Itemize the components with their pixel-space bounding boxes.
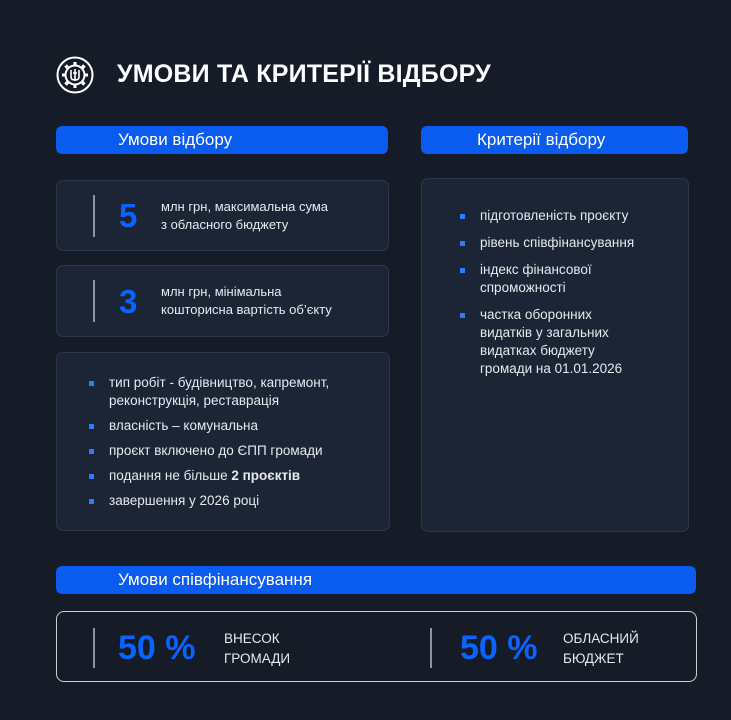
community-share-label [224,629,290,669]
min-amount-card [56,265,389,337]
list-item-line: реконструкція, реставрація [109,393,280,408]
list-item: проєкт включено до ЄПП громади [89,442,379,460]
community-share-value: 50 % [118,629,196,667]
list-item [460,306,680,378]
divider [93,195,95,237]
list-item-line: частка оборонних [480,307,592,322]
list-item-text: подання не більше [109,468,232,483]
criteria-heading-label: Критерії відбору [477,130,606,149]
conditions-list [89,374,379,510]
logo-icon [56,56,94,94]
region-share-line1: ОБЛАСНИЙ [563,631,639,646]
list-item: завершення у 2026 році [89,492,379,510]
criteria-heading [421,126,688,154]
region-share-value: 50 % [460,629,538,667]
list-item-line: видатків у загальних [480,325,609,340]
community-share-line2: ГРОМАДИ [224,651,291,666]
list-item-line: видатках бюджету [480,343,595,358]
list-item [89,467,379,485]
cofinancing-heading-label: Умови співфінансування [118,570,313,589]
region-share-label [563,629,639,669]
divider [93,280,95,322]
max-amount-line1: млн грн, максимальна сума [161,199,329,214]
list-item [89,374,379,410]
conditions-heading-label: Умови відбору [118,130,233,149]
criteria-list [460,207,680,378]
min-amount-line2: кошторисна вартість об’єкту [161,302,332,317]
max-amount-description [161,198,328,234]
region-share-line2: БЮДЖЕТ [563,651,624,666]
list-item-emphasis: 2 проєктів [231,468,301,483]
min-amount-line1: млн грн, мінімальна [161,284,282,299]
divider [93,628,95,668]
list-item-line: тип робіт - будівництво, капремонт, [109,375,330,390]
conditions-list-card [56,352,390,531]
max-amount-line2: з обласного бюджету [161,217,289,232]
list-item: підготовленість проєкту [460,207,680,225]
list-item-line: громади на 01.01.2026 [480,361,623,376]
max-amount-value: 5 [119,197,138,234]
cofinancing-heading [56,566,696,594]
criteria-card [421,178,689,532]
min-amount-value: 3 [119,283,138,320]
list-item: власність – комунальна [89,417,379,435]
page-title: УМОВИ ТА КРИТЕРІЇ ВІДБОРУ [117,60,491,88]
divider [430,628,432,668]
list-item-line: індекс фінансової [480,262,592,277]
max-amount-card [56,180,389,251]
min-amount-description [161,283,332,319]
cofinancing-box [56,611,697,682]
community-share-line1: ВНЕСОК [224,631,280,646]
list-item [460,261,680,297]
list-item-line: спроможності [480,280,566,295]
conditions-heading [56,126,388,154]
list-item: рівень співфінансування [460,234,680,252]
